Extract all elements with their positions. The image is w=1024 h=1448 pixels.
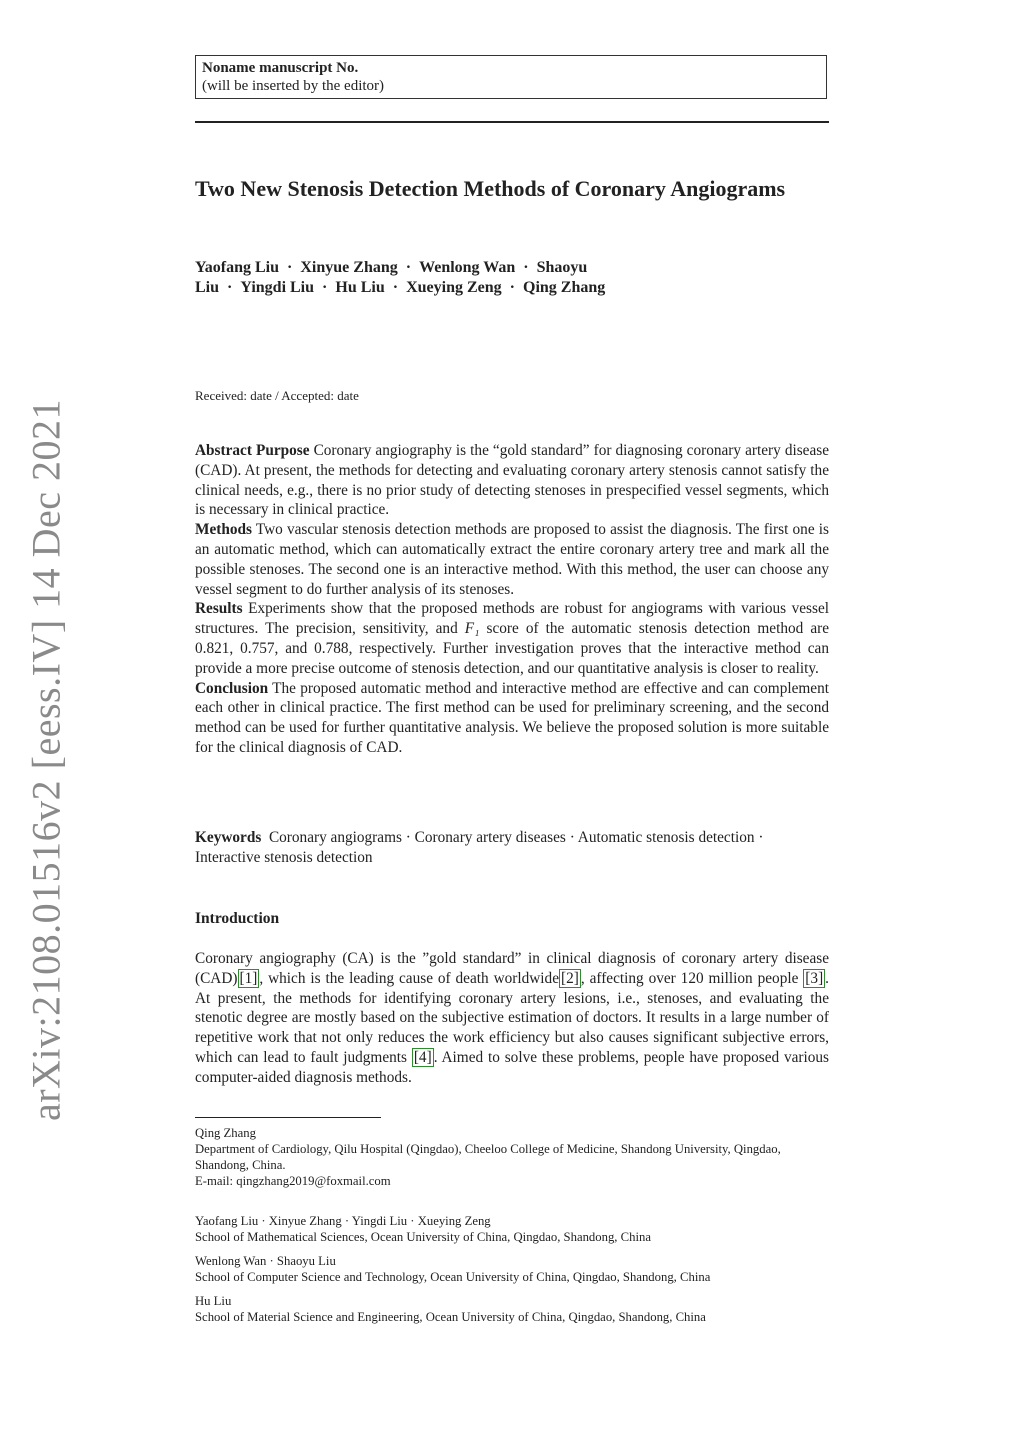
author: Yingdi Liu	[240, 279, 315, 296]
footnote-names: Yaofang Liu · Xinyue Zhang · Yingdi Liu · Xueying Zeng	[195, 1214, 491, 1228]
header-rule	[195, 121, 829, 123]
footnote-affiliation: School of Mathematical Sciences, Ocean University of China, Qingdao, Shandong, China	[195, 1230, 651, 1244]
intro-text: Coronary angiography (CA) is the ”gold standard” in clinical diagnosis of coronary artery disease (CAD)	[195, 950, 829, 987]
footnote-affiliation-block	[195, 1253, 829, 1285]
citation-link[interactable]: [1]	[239, 969, 258, 987]
footnote-email: E-mail: qingzhang2019@foxmail.com	[195, 1174, 391, 1188]
intro-text: . At present, the methods for identifying coronary artery lesions, i.e., stenoses, and evaluating the stenotic degree are mostly based on the subjective estimation of doctors. It results in a large number of repetitive work that not only reduces the work efficiency but also causes significant subjective errors, which can lead to fault judgments	[195, 969, 829, 1066]
intro-text: . Aimed to solve these problems, people have proposed various computer-aided diagnosis methods.	[195, 1048, 830, 1086]
conclusion-text: The proposed automatic method and interactive method are effective and can complement each other in clinical practice. The first method can be used for preliminary screening, and the second method can be used for further quantitative analysis. We believe the proposed solution is more suitable for the clinical diagnosis of CAD.	[195, 679, 829, 756]
citation-link[interactable]: [4]	[413, 1048, 432, 1066]
manuscript-number: Noname manuscript No.	[202, 60, 359, 76]
footnote-affiliation-block	[195, 1213, 829, 1245]
abstract-conclusion	[195, 679, 829, 758]
author: Qing Zhang	[523, 279, 606, 296]
citation-number: 3	[810, 969, 819, 987]
keywords	[195, 828, 829, 868]
author: Xinyue Zhang	[300, 259, 398, 276]
intro-text: , which is the leading cause of death worldwide	[259, 969, 559, 987]
arxiv-stamp-text: arXiv:2108.01516v2 [eess.IV] 14 Dec 2021	[23, 398, 69, 1122]
results-text-cont: score of the automatic stenosis detection method are 0.821, 0.757, and 0.788, respectively. Further investigation proves that the interactive method can provide a more precise outcome of stenosis detection, and our quantitative analysis is closer to reality.	[195, 620, 829, 677]
author: Wenlong Wan	[419, 259, 516, 276]
author: Yaofang Liu	[195, 259, 280, 276]
purpose-label: Abstract Purpose	[195, 442, 310, 459]
author: Xueying Zeng	[406, 279, 502, 296]
citation-number: 4	[418, 1048, 427, 1066]
footnote-name: Qing Zhang	[195, 1126, 256, 1140]
received-date: Received: date / Accepted: date	[195, 388, 359, 403]
results-text: Experiments show that the proposed methods are robust for angiograms with various vessel structures. The precision, sensitivity, and	[195, 600, 830, 638]
keywords-label: Keywords	[195, 829, 262, 846]
f1-symbol: F₁	[464, 620, 480, 638]
abstract	[195, 441, 829, 758]
citation-number: 1	[244, 969, 253, 987]
methods-label: Methods	[195, 521, 252, 539]
author: Hu Liu	[335, 279, 385, 296]
citation-link[interactable]: [3]	[805, 969, 824, 987]
footnote-corresponding	[195, 1125, 829, 1189]
purpose-text: Coronary angiography is the “gold standard” for diagnosing coronary artery disease (CAD). At present, the methods for detecting and evaluating coronary artery stenosis cannot satisfy the clinical needs, e.g., there is no prior study of detecting stenoses in prespecified vessel segments, which is necessary in clinical practice.	[195, 442, 829, 519]
footnote-affiliation: School of Material Science and Engineering, Ocean University of China, Qingdao, Shandong, China	[195, 1310, 706, 1324]
introduction-heading: Introduction	[195, 910, 280, 927]
intro-text: , affecting over 120 million people	[580, 969, 804, 987]
footnote-affiliation: School of Computer Science and Technology, Ocean University of China, Qingdao, Shandong, China	[195, 1270, 711, 1284]
abstract-methods	[195, 520, 829, 599]
conclusion-label: Conclusion	[195, 679, 269, 697]
arxiv-stamp	[23, 398, 69, 1122]
paper-title: Two New Stenosis Detection Methods of Coronary Angiograms	[195, 176, 786, 201]
citation-number: 2	[566, 969, 574, 987]
footnote-affiliation-block	[195, 1293, 829, 1325]
manuscript-note: (will be inserted by the editor)	[202, 78, 385, 94]
footnote-affiliation: Department of Cardiology, Qilu Hospital (Qingdao), Cheeloo College of Medicine, Shandong University, Qingdao, Shandong, China.	[195, 1142, 781, 1172]
introduction-paragraph	[195, 949, 829, 1088]
abstract-results	[195, 599, 829, 678]
footnote-rule	[195, 1117, 381, 1118]
abstract-purpose	[195, 441, 829, 520]
citation-link[interactable]: [2]	[561, 969, 579, 987]
methods-text: Two vascular stenosis detection methods are proposed to assist the diagnosis. The first one is an automatic method, which can automatically extract the entire coronary artery tree and mark all the possible stenoses. The second one is an interactive method. With this method, the user can choose any vessel segment to do further analysis of its stenoses.	[195, 521, 829, 598]
keywords-text: Coronary angiograms · Coronary artery diseases · Automatic stenosis detection · Interactive stenosis detection	[195, 829, 764, 866]
footnote-names: Hu Liu	[195, 1294, 232, 1308]
footnote-names: Wenlong Wan · Shaoyu Liu	[195, 1254, 336, 1268]
author: Shaoyu Liu	[195, 259, 588, 296]
results-label: Results	[195, 600, 243, 618]
manuscript-box	[195, 55, 827, 99]
author-list: Yaofang Liu · Xinyue Zhang · Wenlong Wan · Shaoyu Liu · Yingdi Liu · Hu Liu · Xueying Zeng · Qing Zhang	[195, 259, 606, 296]
